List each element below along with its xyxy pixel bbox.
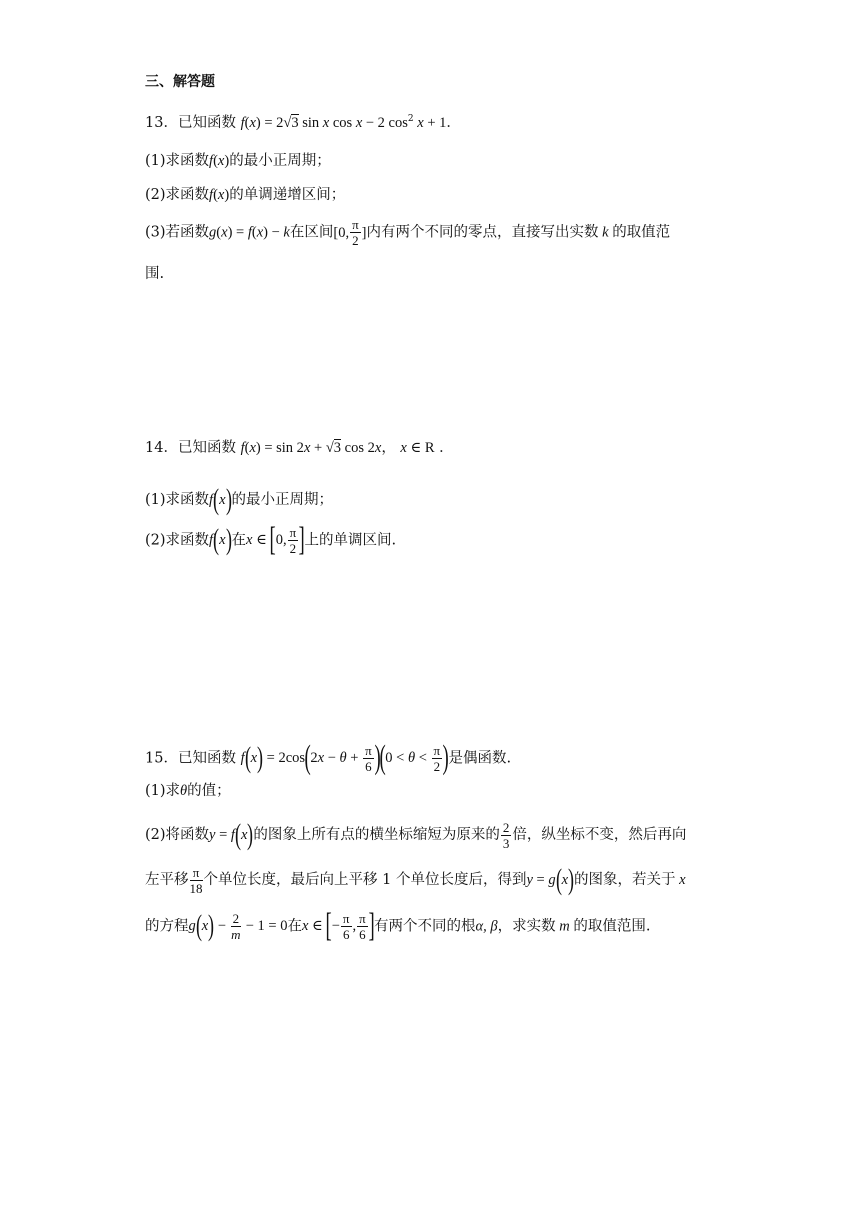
formula: f(x) xyxy=(209,523,232,557)
interval: x ∈ [0, $\frac{\pi}{2}$ ] xyxy=(246,521,305,558)
formula: x ∈ R xyxy=(400,440,435,456)
variable-theta: θ xyxy=(180,783,188,799)
part-text: 将函数 xyxy=(165,827,210,843)
part-text: 求函数 xyxy=(165,492,210,508)
problem-13-part-2 xyxy=(145,187,345,204)
formula: f(x) xyxy=(209,153,230,169)
stem-text: ． xyxy=(439,440,454,456)
part-text: 的值； xyxy=(187,783,231,799)
part-text: 的取值范 xyxy=(612,224,671,241)
stem-text: 是偶函数. xyxy=(448,750,512,767)
part-text: 倍，纵坐标不变，然后再向 xyxy=(512,827,687,843)
part-text: 左平移 xyxy=(145,872,189,888)
part-text: 求函数 xyxy=(165,187,210,203)
problem-14-part-2 xyxy=(145,520,396,561)
part-text: 个单位长度，最后向上平移 1 个单位长度后，得到 xyxy=(203,872,527,888)
part-text: 在 xyxy=(287,918,302,935)
part-label: (1) xyxy=(145,153,166,169)
problem-15-stem xyxy=(145,738,511,779)
formula: y = f(x) xyxy=(209,818,254,851)
problem-13-part-3 xyxy=(145,218,670,247)
part-label: (3) xyxy=(145,224,166,241)
stem-text: 已知函数 xyxy=(177,440,236,456)
part-text: ，求实数 xyxy=(497,918,556,935)
part-label: (1) xyxy=(145,492,166,508)
formula: f(x) xyxy=(209,187,230,203)
problem-number: 14． xyxy=(145,440,178,456)
problem-number: 13． xyxy=(145,115,178,131)
part-label: (1) xyxy=(145,783,166,799)
fraction-pi-18: $\frac{\pi}{18}$ xyxy=(189,864,203,896)
fraction-two-thirds: $\frac{2}{3}$ xyxy=(502,819,510,851)
part-text: 有两个不同的根 xyxy=(374,918,476,935)
problem-15-part-2-line-1 xyxy=(145,817,686,853)
problem-13-stem xyxy=(145,114,461,132)
part-text: 的取值范围. xyxy=(573,918,651,935)
part-text: 的方程 xyxy=(145,918,189,935)
formula: f(x) = sin 2x + √3 cos 2x xyxy=(240,440,382,456)
part-text: 的图象上所有点的横坐标缩短为原来的 xyxy=(253,827,500,843)
formula: f(x) = 2cos(2x − θ + $\frac{\pi}{6}$ )(0 < θ < $\frac{\pi}{2}$ ) xyxy=(240,739,449,776)
interval: [0, $\frac{\pi}{2}$ ] xyxy=(333,217,367,248)
variable-k: k xyxy=(598,224,613,241)
stem-text: ， xyxy=(381,440,396,456)
problem-15-part-2-line-2 xyxy=(145,862,686,898)
part-text: 求函数 xyxy=(165,532,210,549)
problem-14-stem xyxy=(145,440,454,457)
part-text: 的最小正周期； xyxy=(231,492,334,508)
part-text: 内有两个不同的零点，直接写出实数 xyxy=(366,224,599,241)
part-label: (2) xyxy=(145,187,166,203)
part-text: 在区间 xyxy=(289,224,334,241)
roots: α, β xyxy=(475,918,498,935)
stem-text: 已知函数 xyxy=(177,750,236,767)
problem-number: 15． xyxy=(145,750,178,767)
stem-text: ． xyxy=(446,115,461,131)
variable-m: m xyxy=(555,918,574,935)
part-label: (2) xyxy=(145,827,166,843)
part-text: 在 xyxy=(231,532,247,549)
problem-15-part-1 xyxy=(145,783,231,800)
interval: x ∈ [− $\frac{\pi}{6}$ , $\frac{\pi}{6}$ ] xyxy=(301,907,375,944)
formula: y = g(x) xyxy=(526,863,575,896)
stem-text: 已知函数 xyxy=(177,115,236,131)
part-text: 的图象，若关于 xyxy=(574,872,676,888)
part-label: (2) xyxy=(145,532,166,549)
part-text: 上的单调区间. xyxy=(304,532,397,549)
variable-x: x xyxy=(675,872,686,888)
formula: g(x) − $\frac{2}{m}$ − 1 = 0 xyxy=(188,909,288,943)
formula: f(x) xyxy=(209,483,232,516)
part-text: 的最小正周期； xyxy=(229,153,331,169)
formula: g(x) = f(x) − k xyxy=(209,224,290,241)
problem-13-part-3-cont: 围. xyxy=(145,266,165,282)
problem-15-part-2-line-3 xyxy=(145,906,650,947)
part-text: 求函数 xyxy=(165,153,210,169)
formula: f(x) = 2√3 sin x cos x − 2 $\cos^2 x + 1$ xyxy=(240,114,447,131)
section-title: 三、解答题 xyxy=(145,74,215,90)
part-text: 若函数 xyxy=(165,224,210,241)
problem-13-part-1 xyxy=(145,153,331,170)
part-text: 求 xyxy=(165,783,181,799)
problem-14-part-1 xyxy=(145,482,333,518)
part-text: 的单调递增区间； xyxy=(229,187,346,203)
